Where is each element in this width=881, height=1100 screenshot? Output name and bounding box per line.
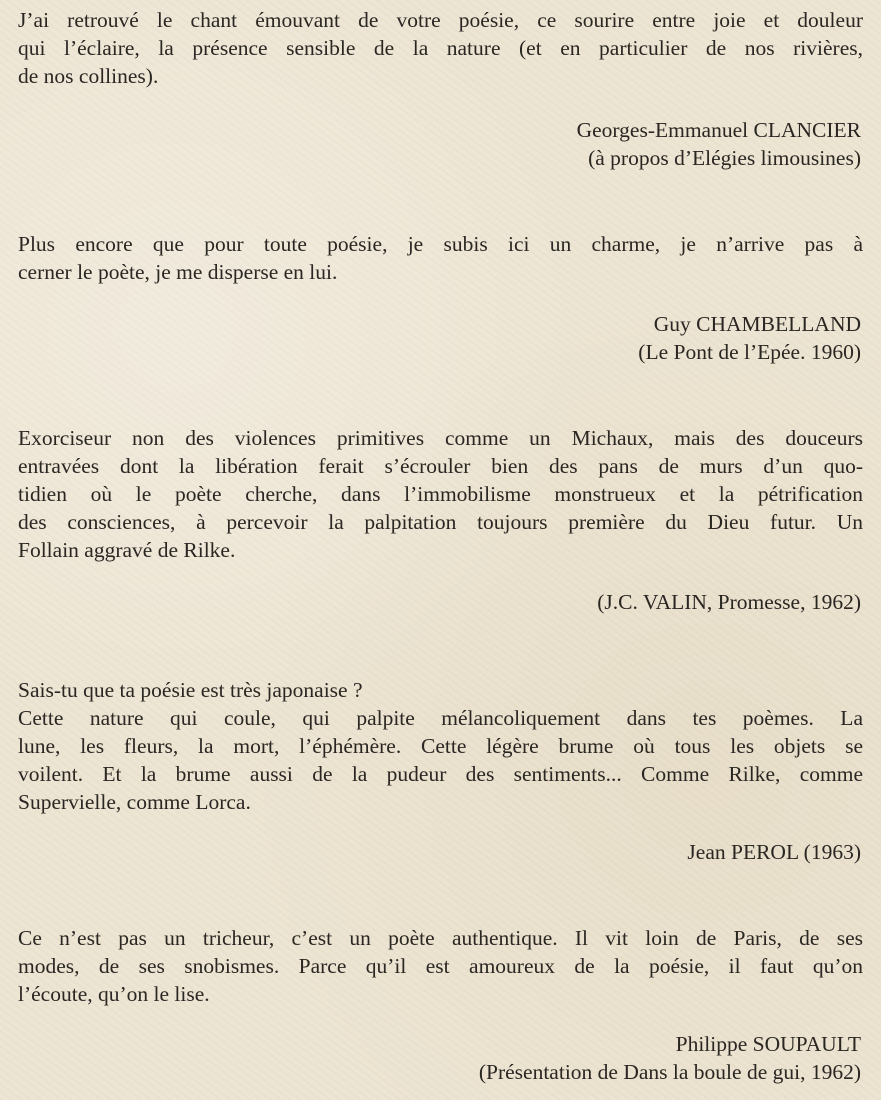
quote-line: cerner le poète, je me disperse en lui. bbox=[18, 260, 338, 284]
quote-chambelland bbox=[18, 230, 863, 286]
quote-valin bbox=[18, 424, 863, 564]
quote-line: tidien où le poète cherche, dans l’immobilisme monstrueux et la pétrification bbox=[18, 482, 863, 506]
quote-line: Exorciseur non des violences primitives comme un Michaux, mais des douceurs bbox=[18, 426, 863, 450]
quote-line: Follain aggravé de Rilke. bbox=[18, 538, 236, 562]
attribution-source: (Le Pont de l’Epée. 1960) bbox=[638, 340, 861, 364]
quote-line: Cette nature qui coule, qui palpite mélancoliquement dans tes poèmes. La bbox=[18, 706, 863, 730]
quote-line: J’ai retrouvé le chant émouvant de votre poésie, ce sourire entre joie et douleur bbox=[18, 8, 863, 32]
quote-line: entravées dont la libération ferait s’écrouler bien des pans de murs d’un quo- bbox=[18, 454, 863, 478]
quote-soupault bbox=[18, 924, 863, 1008]
attribution-author: Georges-Emmanuel CLANCIER bbox=[576, 118, 861, 142]
quote-line: Plus encore que pour toute poésie, je subis ici un charme, je n’arrive pas à bbox=[18, 232, 863, 256]
attribution-chambelland bbox=[638, 310, 861, 366]
attribution-source: (Présentation de Dans la boule de gui, 1962) bbox=[478, 1060, 861, 1084]
quote-line: modes, de ses snobismes. Parce qu’il est amoureux de la poésie, il faut qu’on bbox=[18, 954, 863, 978]
attribution-source: (à propos d’Elégies limousines) bbox=[588, 146, 861, 170]
attribution-author: Guy CHAMBELLAND bbox=[653, 312, 861, 336]
quote-line: Supervielle, comme Lorca. bbox=[18, 790, 251, 814]
attribution-author: (J.C. VALIN, Promesse, 1962) bbox=[597, 590, 861, 614]
attribution-clancier bbox=[577, 116, 861, 172]
attribution-author: Jean PEROL (1963) bbox=[687, 840, 861, 864]
attribution-valin bbox=[597, 588, 861, 616]
quote-line: de nos collines). bbox=[18, 64, 159, 88]
quote-line: l’écoute, qu’on le lise. bbox=[18, 982, 210, 1006]
quote-clancier bbox=[18, 6, 863, 90]
quote-line: Ce n’est pas un tricheur, c’est un poète authentique. Il vit loin de Paris, de ses bbox=[18, 926, 863, 950]
quote-line: qui l’éclaire, la présence sensible de la nature (et en particulier de nos rivières, bbox=[18, 36, 863, 60]
attribution-perol bbox=[687, 838, 861, 866]
quote-line: lune, les fleurs, la mort, l’éphémère. Cette légère brume où tous les objets se bbox=[18, 734, 863, 758]
quote-perol bbox=[18, 676, 863, 816]
quote-line: Sais-tu que ta poésie est très japonaise ? bbox=[18, 678, 363, 702]
quote-line: voilent. Et la brume aussi de la pudeur des sentiments... Comme Rilke, comme bbox=[18, 762, 863, 786]
quote-line: des consciences, à percevoir la palpitation toujours première du Dieu futur. Un bbox=[18, 510, 863, 534]
attribution-soupault bbox=[479, 1030, 861, 1086]
attribution-author: Philippe SOUPAULT bbox=[675, 1032, 861, 1056]
